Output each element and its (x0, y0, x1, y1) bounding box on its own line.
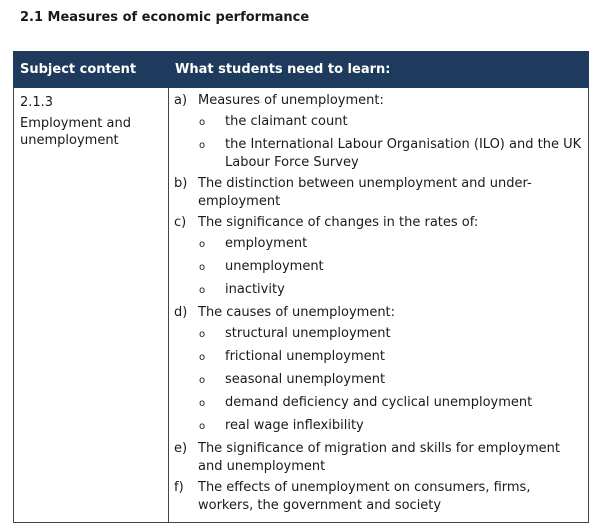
learning-cell (169, 88, 589, 523)
item-text: The significance of migration and skills for employment and unemployment (198, 441, 560, 474)
header-subject-content: Subject content (14, 52, 169, 88)
section-title: 2.1 Measures of economic performance (20, 10, 310, 25)
learning-item (174, 479, 582, 515)
learning-item (174, 214, 582, 232)
bullet-icon: o (199, 262, 206, 273)
bullet-list (174, 113, 582, 172)
subject-code: 2.1.3 (20, 95, 54, 110)
item-text: The significance of changes in the rates of: (198, 215, 479, 230)
bullet-text: seasonal unemployment (225, 372, 386, 387)
bullet-item (174, 348, 582, 368)
bullet-item (174, 417, 582, 437)
header-what-students-learn: What students need to learn: (169, 52, 589, 88)
bullet-item (174, 258, 582, 278)
learning-item (174, 440, 582, 476)
bullet-icon: o (199, 140, 206, 151)
bullet-item (174, 281, 582, 301)
bullet-text: inactivity (225, 282, 285, 297)
bullet-text: demand deficiency and cyclical unemployment (225, 395, 533, 410)
item-text: The causes of unemployment: (198, 305, 396, 320)
subject-cell (14, 88, 169, 523)
subject-name: Employment and unemployment (20, 116, 131, 148)
bullet-text: real wage inflexibility (225, 418, 364, 433)
item-letter: e) (174, 441, 188, 456)
learning-item (174, 175, 582, 211)
learning-item (174, 92, 582, 110)
learning-item (174, 304, 582, 322)
bullet-item (174, 136, 582, 172)
bullet-item (174, 325, 582, 345)
bullet-text: employment (225, 236, 308, 251)
bullet-list (174, 325, 582, 437)
bullet-icon: o (199, 239, 206, 250)
bullet-icon: o (199, 117, 206, 128)
item-letter: a) (174, 93, 188, 108)
item-text: Measures of unemployment: (198, 93, 384, 108)
bullet-icon: o (199, 398, 206, 409)
item-letter: c) (174, 215, 187, 230)
table-header-row (14, 52, 589, 88)
bullet-item (174, 113, 582, 133)
table-row (14, 88, 589, 523)
bullet-list (174, 235, 582, 301)
bullet-item (174, 371, 582, 391)
item-letter: d) (174, 305, 188, 320)
bullet-text: structural unemployment (225, 326, 391, 341)
bullet-text: frictional unemployment (225, 349, 385, 364)
bullet-icon: o (199, 352, 206, 363)
bullet-item (174, 394, 582, 414)
bullet-text: the International Labour Organisation (ILO) and the UK Labour Force Survey (225, 137, 582, 170)
bullet-icon: o (199, 375, 206, 386)
bullet-icon: o (199, 421, 206, 432)
bullet-text: the claimant count (225, 114, 348, 129)
bullet-icon: o (199, 285, 206, 296)
item-letter: f) (174, 480, 184, 495)
item-letter: b) (174, 176, 188, 191)
bullet-icon: o (199, 329, 206, 340)
bullet-item (174, 235, 582, 255)
content-table (13, 51, 589, 523)
learning-items (169, 88, 588, 522)
item-text: The effects of unemployment on consumers, firms, workers, the government and society (198, 480, 531, 513)
bullet-text: unemployment (225, 259, 324, 274)
item-text: The distinction between unemployment and under-employment (198, 176, 532, 209)
